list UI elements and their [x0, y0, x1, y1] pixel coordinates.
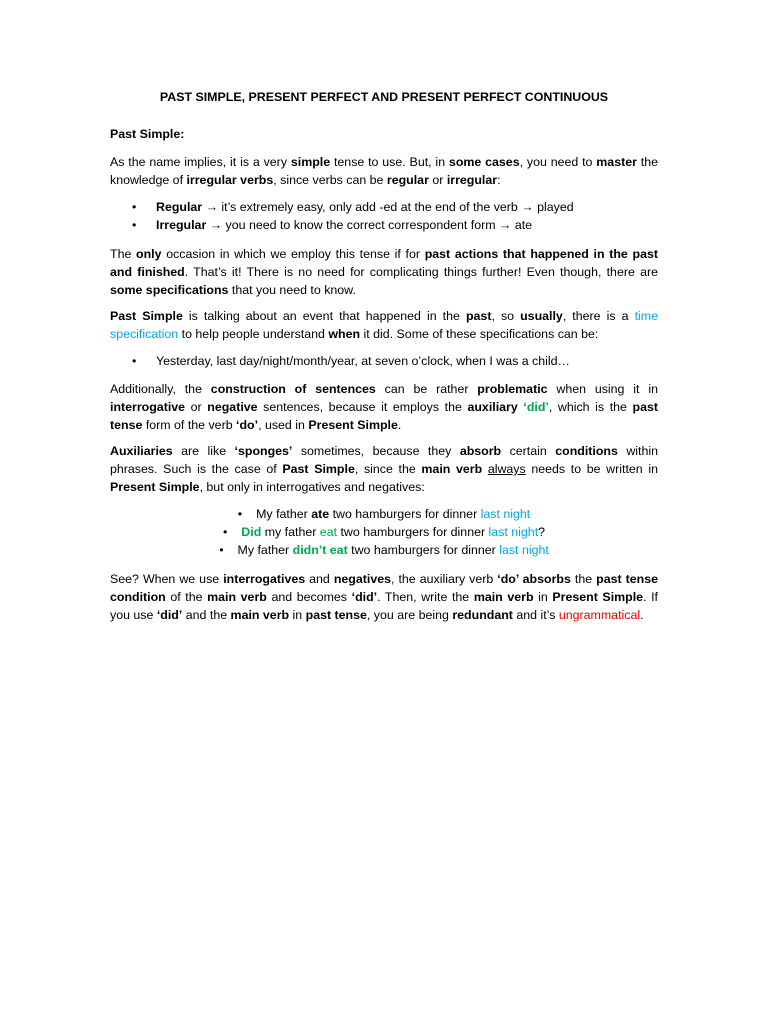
page-title: PAST SIMPLE, PRESENT PERFECT AND PRESENT PERFECT CONTINUOUS	[159, 90, 609, 104]
example-interrogative: • Did my father eat two hamburgers for dinner last night?	[222, 525, 546, 539]
list-item: • Regular → it’s extremely easy, only add -ed at the end of the verb → played	[132, 200, 574, 214]
bullet-icon: •	[132, 354, 137, 368]
bullet-icon: •	[132, 200, 137, 214]
paragraph-conclusion: See? When we use interrogatives and negatives, the auxiliary verb ‘do’ absorbs the past tense condition of the main verb and becomes ‘did’. Then, write the main verb in Present Simple. If you use ‘did’ and the main verb in past tense, you are being redundant and it’s ungrammatical.	[110, 572, 658, 622]
bullet-icon: •	[237, 507, 243, 521]
paragraph-construction: Additionally, the construction of sentences can be rather problematic when using it in interrogative or negative sentences, because it employs the auxiliary ‘did’, which is the past tense form of the verb ‘do’, used in Present Simple.	[110, 382, 658, 432]
example-sentences	[110, 505, 658, 559]
paragraph-auxiliaries: Auxiliaries are like ‘sponges’ sometimes, because they absorb certain conditions within phrases. Such is the case of Past Simple, since the main verb always needs to be written in Present Simple, but only in interrogatives and negatives:	[110, 444, 659, 494]
time-expression-list	[110, 352, 658, 370]
list-item: • Irregular → you need to know the correct correspondent form → ate	[132, 218, 533, 232]
verb-type-list	[110, 198, 658, 234]
example-affirmative: • My father ate two hamburgers for dinner last night	[237, 507, 531, 521]
paragraph-usage: The only occasion in which we employ this tense if for past actions that happened in the past and finished. That’s it! There is no need for complicating things further! Even though, there are some specifications that you need to know.	[110, 247, 658, 297]
paragraph-time-specification: Past Simple is talking about an event that happened in the past, so usually, there is a time specification to help people understand when it did. Some of these specifications can be:	[110, 309, 658, 341]
paragraph-intro: As the name implies, it is a very simple tense to use. But, in some cases, you need to master the knowledge of irregular verbs, since verbs can be regular or irregular:	[110, 155, 658, 187]
bullet-icon: •	[222, 525, 228, 539]
bullet-icon: •	[219, 543, 224, 557]
list-item: • Yesterday, last day/night/month/year, at seven o’clock, when I was a child…	[132, 354, 570, 368]
example-negative: • My father didn’t eat two hamburgers for dinner last night	[219, 543, 549, 557]
section-heading: Past Simple:	[110, 127, 185, 141]
bullet-icon: •	[132, 218, 137, 232]
